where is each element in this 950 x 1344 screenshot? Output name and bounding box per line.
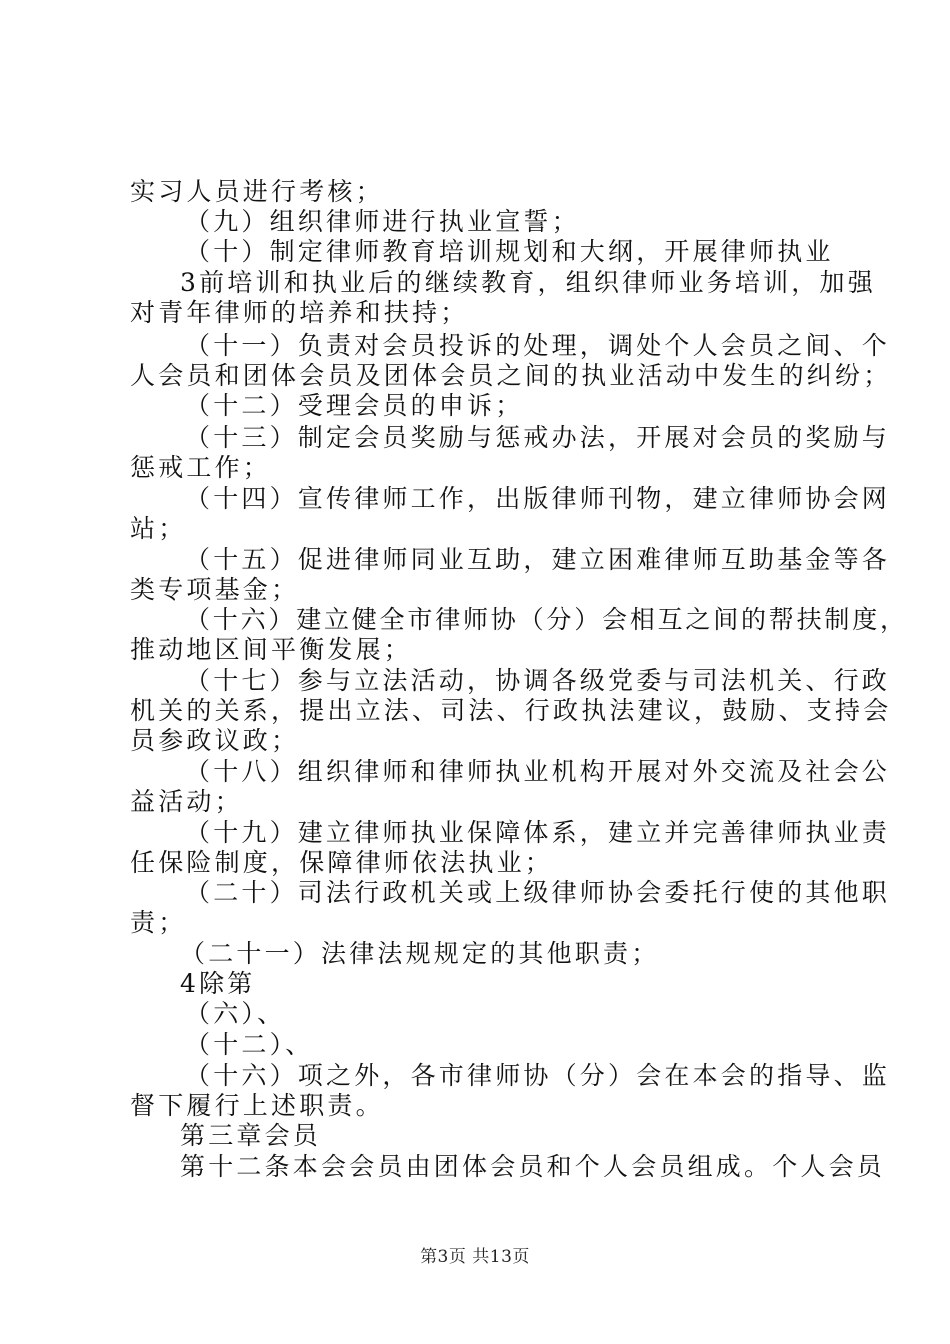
text-line: （十）制定律师教育培训规划和大纲，开展律师执业 xyxy=(185,237,834,266)
text-line: （二十）司法行政机关或上级律师协会委托行使的其他职 xyxy=(185,878,891,907)
text-line: （十三）制定会员奖励与惩戒办法，开展对会员的奖励与 xyxy=(185,423,891,452)
text-line: 人会员和团体会员及团体会员之间的执业活动中发生的纠纷； xyxy=(130,361,892,390)
text-line: （十八）组织律师和律师执业机构开展对外交流及社会公 xyxy=(185,757,891,786)
text-line: （二十一）法律法规规定的其他职责； xyxy=(180,939,660,968)
text-line: 对青年律师的培养和扶持； xyxy=(130,298,469,327)
text-line: （十六）项之外，各市律师协（分）会在本会的指导、监 xyxy=(185,1061,891,1090)
text-line: 实习人员进行考核； xyxy=(130,177,384,206)
text-line: （六）、 xyxy=(185,999,286,1028)
text-line: 站； xyxy=(130,514,187,543)
text-line: 推动地区间平衡发展； xyxy=(130,635,413,664)
text-line: （十七）参与立法活动，协调各级党委与司法机关、行政 xyxy=(185,666,891,695)
page-number: 第3页 共13页 xyxy=(420,1247,530,1267)
text-line: 益活动； xyxy=(130,787,243,816)
text-line: 类专项基金； xyxy=(130,575,300,604)
text-line: （十六）建立健全市律师协（分）会相互之间的帮扶制度， xyxy=(185,605,908,634)
text-line: （十一）负责对会员投诉的处理，调处个人会员之间、个 xyxy=(185,331,891,360)
text-line: 任保险制度，保障律师依法执业； xyxy=(130,848,554,877)
text-line: 责； xyxy=(130,908,187,937)
text-line: （十二）受理会员的申诉； xyxy=(185,391,524,420)
text-line: 4除第 xyxy=(180,969,256,998)
text-line: 员参政议政； xyxy=(130,726,300,755)
text-line: 3前培训和执业后的继续教育，组织律师业务培训，加强 xyxy=(180,268,876,297)
text-line: （十二）、 xyxy=(185,1030,314,1059)
text-line: 机关的关系，提出立法、司法、行政执法建议，鼓励、支持会 xyxy=(130,696,892,725)
text-line: 惩戒工作； xyxy=(130,453,272,482)
text-line: （十九）建立律师执业保障体系，建立并完善律师执业责 xyxy=(185,818,891,847)
text-line: 第十二条本会会员由团体会员和个人会员组成。个人会员 xyxy=(180,1152,886,1181)
chapter-heading: 第三章会员 xyxy=(180,1121,322,1150)
text-line: 督下履行上述职责。 xyxy=(130,1091,384,1120)
text-line: （九）组织律师进行执业宣誓； xyxy=(185,207,580,236)
text-line: （十四）宣传律师工作，出版律师刊物，建立律师协会网 xyxy=(185,484,891,513)
text-line: （十五）促进律师同业互助，建立困难律师互助基金等各 xyxy=(185,545,891,574)
